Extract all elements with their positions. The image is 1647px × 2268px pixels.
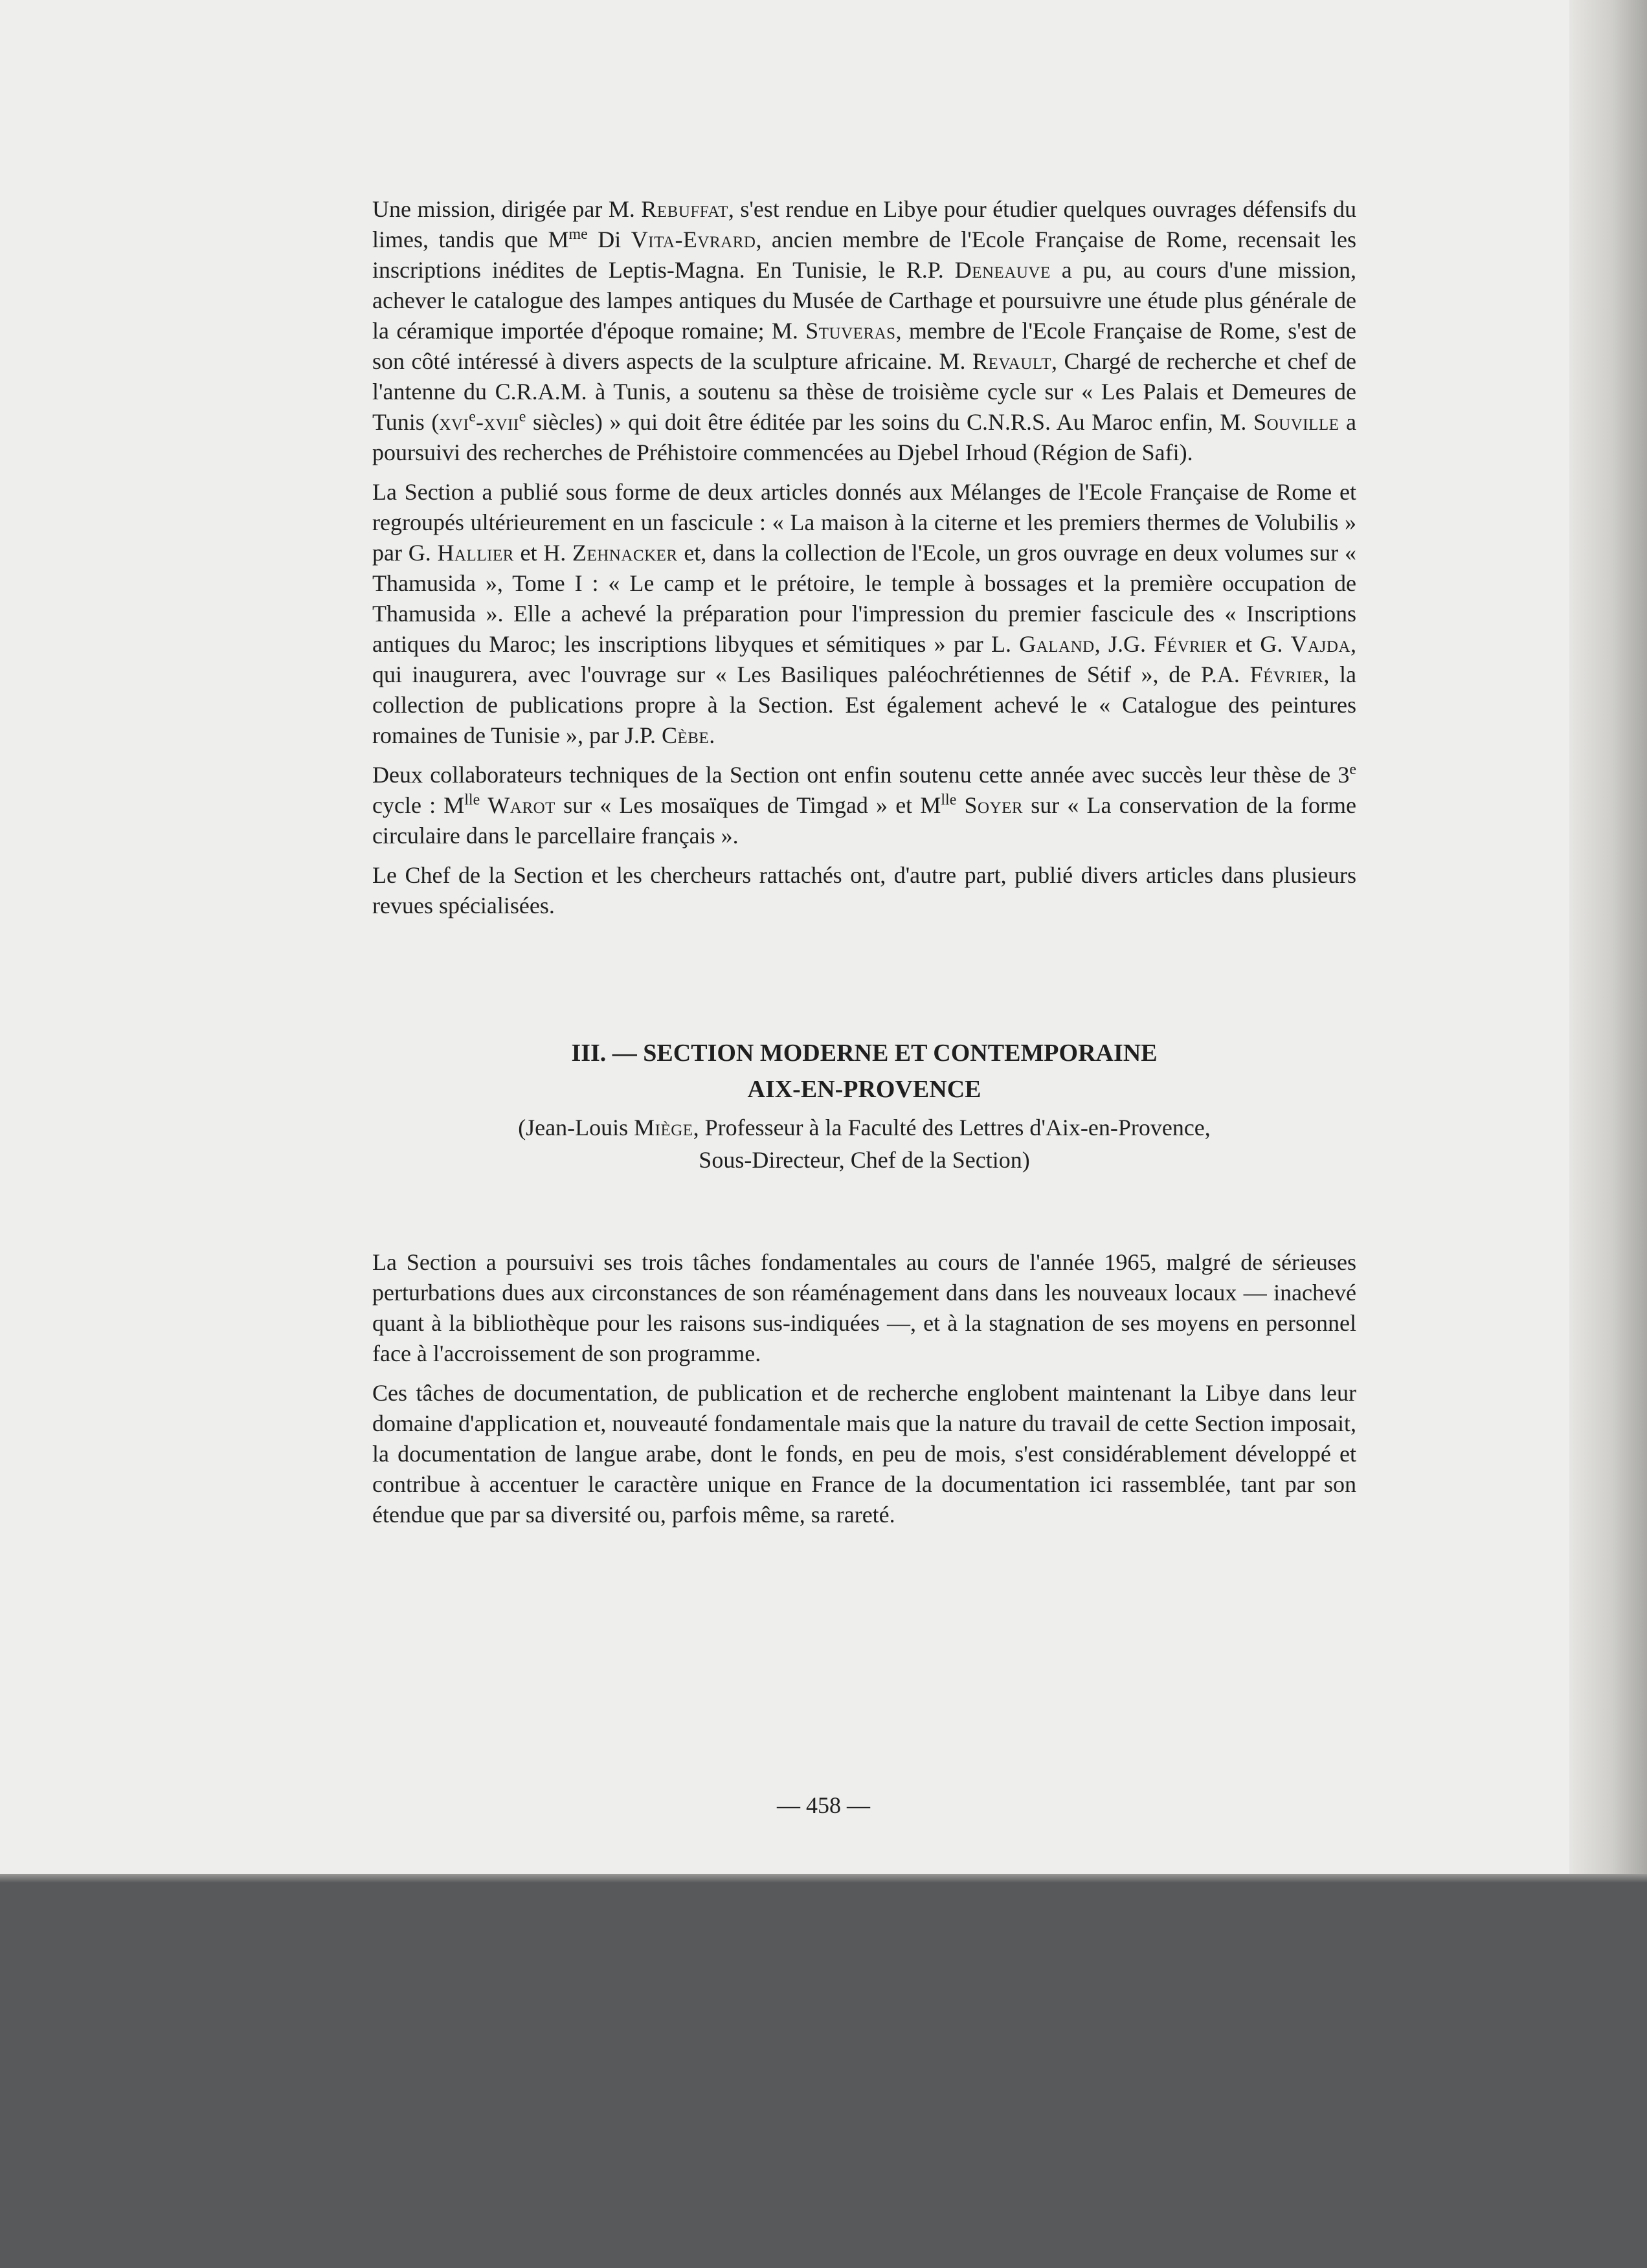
section-credit: (Jean-Louis Miège, Professeur à la Faculté des Lettres d'Aix-en-Provence,: [518, 1115, 1211, 1140]
name-vajda: Vajda: [1290, 631, 1351, 657]
paragraph-3: Deux collaborateurs techniques de la Section ont enfin soutenu cette année avec succès leur thèse de 3e cycle : $M^{lle}$ Warot sur « Les mosaïques de Timgad » et $M^{lle}$ Soyer sur « La conservation de la forme circulaire dans le parcellaire français ».: [372, 761, 1357, 849]
name-galand: Galand: [1019, 631, 1095, 657]
name-rebuffat: Rebuffat: [641, 196, 728, 222]
name-zehnacker: Zehnacker: [572, 540, 678, 566]
name-fevrier-jg: Février: [1154, 631, 1227, 657]
section-place: AIX-EN-PROVENCE: [747, 1076, 981, 1103]
section-credit-line2: Sous-Directeur, Chef de la Section): [699, 1147, 1030, 1173]
section-title: III. — SECTION MODERNE ET CONTEMPORAINE: [571, 1040, 1158, 1067]
name-fevrier-pa: Février: [1249, 662, 1324, 687]
name-warot: Warot: [487, 792, 555, 818]
page-edge: [0, 1874, 1647, 1883]
paragraph-1: Une mission, dirigée par M. Rebuffat, s'est rendue en Libye pour étudier quelques ouvrages défensifs du limes, tandis que $M^{me}$ Di Vita-Evrard, ancien membre de l'Ecole Française de Rome, recensait les inscriptions inédites de Leptis-Magna. En Tunisie, le R.P. Deneauve a pu, au cours d'une mission, achever le catalogue des lampes antiques du Musée de Carthage et poursuivre une étude plus générale de la céramique importée d'époque romaine; M. Stuveras, membre de l'Ecole Française de Rome, s'est de son côté intéressé à divers aspects de la sculpture africaine. M. Revault, Chargé de recherche et chef de l'antenne du C.R.A.M. à Tunis, a soutenu sa thèse de troisième cycle sur « Les Palais et Demeures de Tunis (xvi$^e$-xvii$^e$ siècles) » qui doit être éditée par les soins du C.N.R.S. Au Maroc enfin, M. Souville a poursuivi des recherches de Préhistoire commencées au Djebel Irhoud (Région de Safi).: [372, 196, 1357, 465]
section-heading: [372, 1035, 1356, 1176]
name-soyer: Soyer: [964, 792, 1024, 818]
name-miege: Miège: [634, 1115, 693, 1140]
name-hallier: Hallier: [437, 540, 514, 566]
name-revault: Revault: [972, 348, 1052, 374]
name-stuveras: Stuveras: [805, 318, 896, 344]
paragraph-5: La Section a poursuivi ses trois tâches fondamentales au cours de l'année 1965, malgré de sérieuses perturbations dues aux circonstances de son réaménagement dans dans les nouveaux locaux — inachevé quant à la bibliothèque pour les raisons sus-indiquées —, et à la stagnation de ses moyens en personnel face à l'accroissement de son programme.: [372, 1249, 1356, 1366]
book-gutter: [1569, 0, 1647, 1877]
paragraph-4: Le Chef de la Section et les chercheurs rattachés ont, d'autre part, publié divers articles dans plusieurs revues spécialisées.: [372, 862, 1356, 918]
name-cebe: Cèbe: [662, 722, 710, 748]
name-vita-evrard: Vita-Evrard: [631, 227, 756, 252]
page-number: — 458 —: [777, 1792, 870, 1818]
name-souville: Souville: [1253, 409, 1339, 435]
paragraph-2: La Section a publié sous forme de deux articles donnés aux Mélanges de l'Ecole Française de Rome et regroupés ultérieurement en un fascicule : « La maison à la citerne et les premiers thermes de Volubilis » par G. Hallier et H. Zehnacker et, dans la collection de l'Ecole, un gros ouvrage en deux volumes sur « Thamusida », Tome I : « Le camp et le prétoire, le temple à bossages et la première occupation de Thamusida ». Elle a achevé la préparation pour l'impression du premier fascicule des « Inscriptions antiques du Maroc; les inscriptions libyques et sémitiques » par L. Galand, J.G. Février et G. Vajda, qui inaugurera, avec l'ouvrage sur « Les Basiliques paléochrétiennes de Sétif », de P.A. Février, la collection de publications propre à la Section. Est également achevé le « Catalogue des peintures romaines de Tunisie », par J.P. Cèbe.: [372, 479, 1357, 748]
body-text: [372, 194, 1356, 1539]
paragraph-6: Ces tâches de documentation, de publication et de recherche englobent maintenant la Libye dans leur domaine d'application et, nouveauté fondamentale mais que la nature du travail de cette Section imposait, la documentation de langue arabe, dont le fonds, en peu de mois, s'est considérablement développé et contribue à accentuer le caractère unique en France de la documentation ici rassemblée, tant par son étendue que par sa diversité ou, parfois même, sa rareté.: [372, 1380, 1356, 1528]
name-deneauve: Deneauve: [954, 257, 1051, 283]
